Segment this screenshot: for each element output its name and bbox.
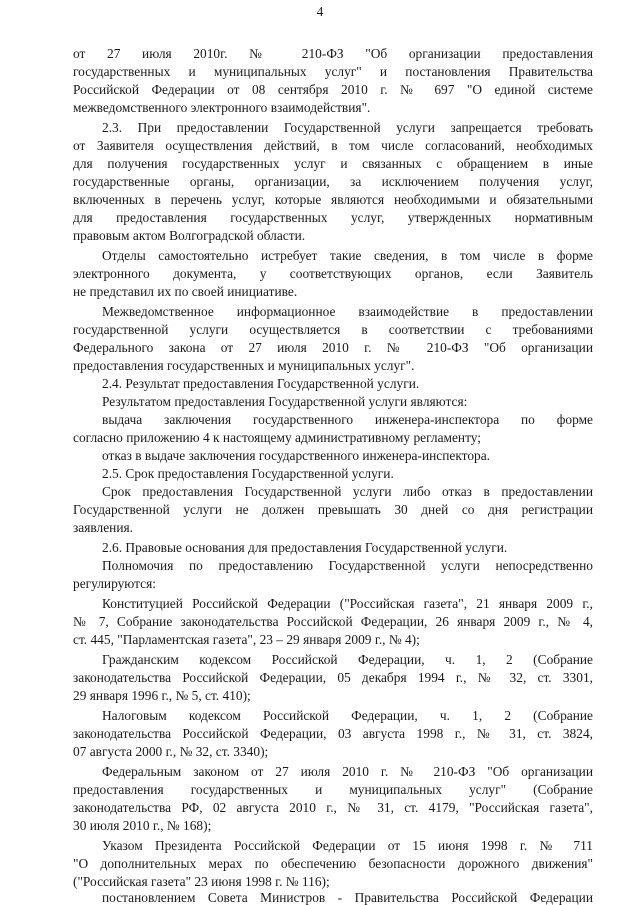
text-line: Отделы самостоятельно истребует такие сведения, в том числе в форме: [102, 248, 593, 263]
text-line: согласно приложению 4 к настоящему административному регламенту;: [73, 430, 482, 445]
text-line: законодательства Российской Федерации, 05 декабря 1994 г., № 32, ст. 3301,: [73, 670, 593, 685]
text-line: заявления.: [73, 520, 134, 535]
text-line: Гражданским кодексом Российской Федерации, ч. 1, 2 (Собрание: [102, 652, 593, 667]
text-line: Федеральным законом от 27 июля 2010 г. № 210-ФЗ "Об организации: [102, 764, 593, 779]
text-line: 2.6. Правовые основания для предоставления Государственной услуги.: [102, 540, 508, 555]
text-line: Конституцией Российской Федерации ("Российская газета", 21 января 2009 г.,: [102, 596, 593, 611]
text-line: 29 января 1996 г., № 5, ст. 410);: [73, 688, 251, 703]
text-line: 2.5. Срок предоставления Государственной услуги.: [102, 466, 394, 481]
text-line: 2.4. Результат предоставления Государственной услуги.: [102, 376, 420, 391]
text-line: государственной услуги осуществляется в соответствии с требованиями: [73, 322, 593, 337]
text-line: ст. 445, "Парламентская газета", 23 – 29 января 2009 г., № 4);: [73, 632, 420, 647]
text-line: постановлением Совета Министров - Правительства Российской Федерации: [102, 890, 593, 905]
text-line: от Заявителя осуществления действий, в том числе согласований, необходимых: [73, 138, 593, 153]
text-line: Федерального закона от 27 июля 2010 г. № 210-ФЗ "Об организации: [73, 340, 593, 355]
text-line: Указом Президента Российской Федерации от 15 июня 1998 г. № 711: [102, 838, 593, 853]
text-line: выдача заключения государственного инженера-инспектора по форме: [102, 412, 593, 427]
text-line: для предоставления государственных услуг, утвержденных нормативным: [73, 210, 593, 225]
text-line: не представил их по своей инициативе.: [73, 284, 298, 299]
text-line: государственные органы, организации, за исключением получения услуг,: [73, 174, 593, 189]
text-line: межведомственного электронного взаимодействия".: [73, 100, 371, 115]
text-line: Межведомственное информационное взаимодействие в предоставлении: [102, 304, 593, 319]
text-line: государственных и муниципальных услуг" и постановления Правительства: [73, 64, 593, 79]
text-line: от 27 июля 2010г. № 210-ФЗ "Об организации предоставления: [73, 46, 593, 61]
text-line: 30 июля 2010 г., № 168);: [73, 818, 212, 833]
text-line: 07 августа 2000 г., № 32, ст. 3340);: [73, 744, 269, 759]
text-line: "О дополнительных мерах по обеспечению безопасности дорожного движения": [73, 856, 593, 871]
text-line: № 7, Собрание законодательства Российской Федерации, 26 января 2009 г., № 4,: [73, 614, 593, 629]
text-line: электронного документа, у соответствующих органов, если Заявитель: [73, 266, 593, 281]
text-line: Налоговым кодексом Российской Федерации, ч. 1, 2 (Собрание: [102, 708, 593, 723]
text-line: законодательства РФ, 02 августа 2010 г., № 31, ст. 4179, "Российская газета",: [73, 800, 593, 815]
text-line: правовым актом Волгоградской области.: [73, 228, 306, 243]
text-line: ("Российская газета" 23 июня 1998 г. № 116);: [73, 874, 330, 889]
text-line: регулируются:: [73, 576, 156, 591]
text-line: 2.3. При предоставлении Государственной услуги запрещается требовать: [102, 120, 593, 135]
text-line: Государственной услуги не должен превышать 30 дней со дня регистрации: [73, 502, 593, 517]
text-line: законодательства Российской Федерации, 03 августа 1998 г., № 31, ст. 3824,: [73, 726, 593, 741]
text-line: Российской Федерации от 08 сентября 2010 г. № 697 "О единой системе: [73, 82, 593, 97]
text-line: предоставления государственных и муниципальных услуг" (Собрание: [73, 782, 593, 797]
text-line: отказ в выдаче заключения государственного инженера-инспектора.: [102, 448, 491, 463]
text-line: включенных в перечень услуг, которые являются необходимыми и обязательными: [73, 192, 593, 207]
page-number: 4: [316, 4, 324, 19]
text-line: предоставления государственных и муниципальных услуг".: [73, 358, 415, 373]
text-line: Результатом предоставления Государственной услуги являются:: [102, 394, 468, 409]
text-line: Полномочия по предоставлению Государственной услуги непосредственно: [102, 558, 593, 573]
text-line: Срок предоставления Государственной услуги либо отказ в предоставлении: [102, 484, 593, 499]
text-line: для получения государственных услуг и связанных с обращением в иные: [73, 156, 593, 171]
